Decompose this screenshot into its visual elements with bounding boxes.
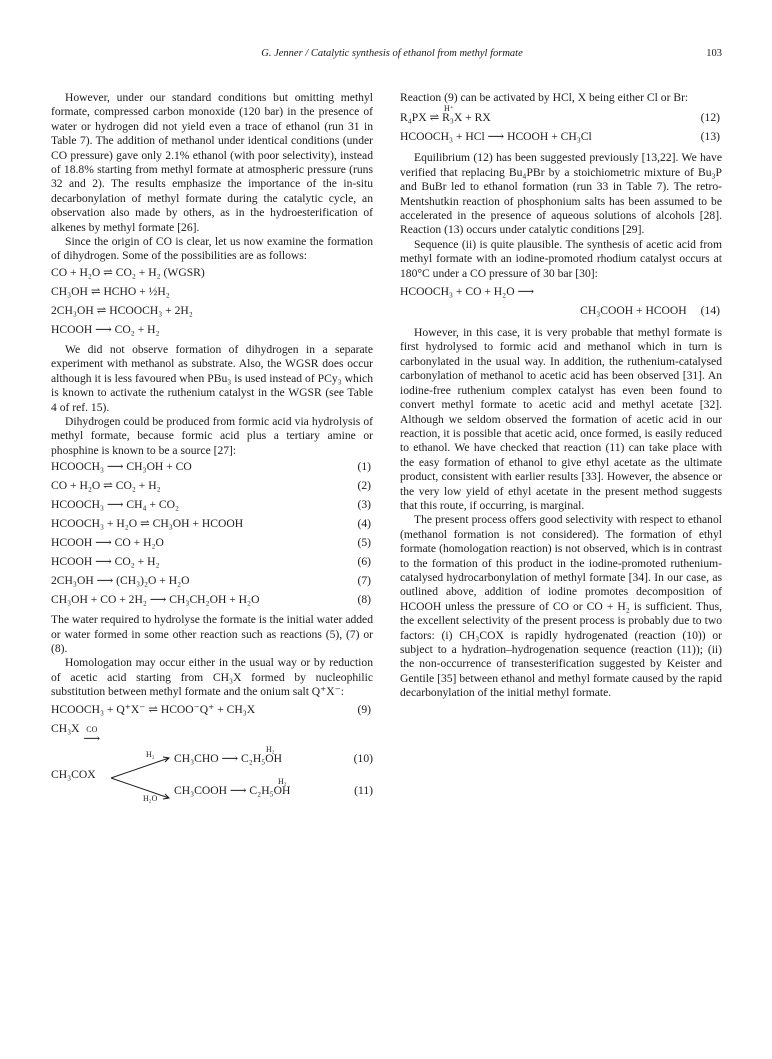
- equation-9b: CH₃X CO ⟶: [51, 721, 101, 745]
- right-column: [400, 91, 722, 701]
- paragraph: Equilibrium (12) has been suggested previously [13,22]. We have verified that replacing Bu₄PBr by a stoichiometric mixture of Bu₃P and BuBr led to ethanol formation (run 33 in Table 7). The retro-Mentshutkin reaction of phosphonium salts has been assumed to be accelerated in the presence of aqueous solutions of alcohols [28]. Reaction (13) occurs under catalytic conditions [29].: [400, 151, 722, 237]
- equation: CH₃OH + CO + 2H₂ ⟶ CH₃CH₂OH + H₂O (8): [51, 593, 371, 607]
- equation: HCOOH ⟶ CO₂ + H₂ (6): [51, 555, 371, 569]
- equation-9: HCOOCH₃ + Q⁺X⁻ ⇌ HCOO⁻Q⁺ + CH₃X (9): [51, 702, 371, 716]
- equation-list: [51, 460, 373, 611]
- branch-lines-icon: [109, 752, 171, 804]
- wgsr-equation-list: [51, 266, 373, 341]
- equation: 2CH₃OH ⟶ (CH₃)₂O + H₂O (7): [51, 574, 371, 588]
- equation: CH₃OH ⇌ HCHO + ½H₂: [51, 284, 170, 298]
- running-header: [52, 48, 732, 66]
- paragraph: The water required to hydrolyse the formate is the initial water added or water formed in some other reaction such as reactions (5), (7) or (8).: [51, 613, 373, 655]
- equation: HCOOCH₃ ⟶ CH₄ + CO₂ (3): [51, 498, 371, 512]
- running-title: G. Jenner / Catalytic synthesis of ethanol from methyl formate: [261, 48, 523, 59]
- equation: HCOOCH₃ ⟶ CH₃OH + CO (1): [51, 460, 371, 474]
- paragraph: The present process offers good selectivity with respect to ethanol (methanol formation is not considered). The formation of ethyl formate (homologation reaction) is not observed, which is in contrast to the formation of this product in the iodine-promoted ruthenium-catalysed hydrocarbonylation of methyl formate [34]. In our case, as outlined above, addition of iodine promotes decomposition of HCOOH unless the pressure of CO or CO + H₂ is sufficient. Thus, the excellent selectivity of the present process is probably due to two factors: (i) CH₃COX is rapidly hydrogenated (reaction (10)) or subject to a hydration–hydrogenation sequence (reaction (11)); (ii) the non-occurrence of transesterification suggested by Keister and Gentile [35] between ethanol and methyl formate caused by the rapid decarbonylation of the initial methyl formate.: [400, 513, 722, 700]
- equation: HCOOCH₃ + H₂O ⇌ CH₃OH + HCOOH (4): [51, 517, 371, 531]
- equation-13: HCOOCH₃ + HCl ⟶ HCOOH + CH₃Cl (13): [400, 130, 720, 144]
- equation-11: CH₃COOH ⟶ C₂H₅OH (11): [174, 783, 373, 797]
- paragraph: Since the origin of CO is clear, let us now examine the formation of dihydrogen. Some of the possibilities are as follows:: [51, 235, 373, 263]
- paragraph: However, under our standard conditions but omitting methyl formate, compressed carbon monoxide (120 bar) in the presence of water or hydrogen did not yield even a trace of ethanol (run 31 in Table 7). The addition of methanol under identical conditions (under CO pressure) gave only 2.1% ethanol (with poor selectivity), instead of 18.8% starting from methyl formate at atmospheric pressure (runs 32 and 2). The results emphasize the importance of the in-situ decarbonylation of methyl formate during the catalytic cycle, an observation also made by others, as in the hydroesterification of alkenes by methyl formate [26].: [51, 91, 373, 234]
- equation-10: CH₃CHO ⟶ C₂H₅OH (10): [174, 751, 373, 765]
- branching-scheme: CH₃COX H₂ H₂O CH₃CHO ⟶ C₂H₅OH (10) CH₃COOH ⟶ C₂H₅OH (11) H₂ H₂: [51, 744, 373, 803]
- paragraph: Reaction (9) can be activated by HCl, X being either Cl or Br:: [400, 91, 689, 104]
- arrow-icon: ⟶: [83, 731, 101, 745]
- equation-14-line2: CH₃COOH + HCOOH (14): [580, 304, 720, 318]
- paragraph: We did not observe formation of dihydrogen in a separate experiment with methanol as substrate. Also, the WGSR does occur although it is less favoured when PBu₃ is used instead of PCy₃ which is known to activate the ruthenium catalyst in the WGSR (see Table 4 of ref. 15).: [51, 342, 373, 414]
- paragraph: Sequence (ii) is quite plausible. The synthesis of acetic acid from methyl formate with an iodine-promoted rhodium catalyst occurs at 180°C under a CO pressure of 30 bar [30]:: [400, 237, 722, 280]
- equation-14-line1: HCOOCH₃ + CO + H₂O ⟶: [400, 285, 535, 299]
- page-number: 103: [706, 48, 722, 59]
- equation: CO + H₂O ⇌ CO₂ + H₂ (WGSR): [51, 265, 205, 279]
- equation-12: R₄PX ⇌ R₃X + RX H⁺ (12): [400, 104, 720, 125]
- left-column: [51, 91, 373, 810]
- equation: HCOOH ⟶ CO + H₂O (5): [51, 536, 371, 550]
- equation: CO + H₂O ⇌ CO₂ + H₂ (2): [51, 479, 371, 493]
- arrow-label: H₂: [278, 776, 287, 786]
- paragraph: Homologation may occur either in the usual way or by reduction of acetic acid starting from CH₃X formed by nucleophilic substitution between methyl formate and the onium salt Q⁺X⁻:: [51, 656, 373, 699]
- arrow-label: H₂: [266, 744, 275, 754]
- paragraph: Dihydrogen could be produced from formic acid via hydrolysis of methyl formate, because formic acid plus a tertiary amine or phosphine is known to be a source [27]:: [51, 414, 373, 457]
- equation: 2CH₃OH ⇌ HCOOCH₃ + 2H₂: [51, 303, 193, 317]
- paragraph: However, in this case, it is very probable that methyl formate is first hydrolysed to formic acid and methanol which in turn is carbonylated in the usual way. In addition, the ruthenium-catalysed carbonylation of methanol to acetic acid has been observed [31]. An iodine-free ruthenium complex catalyst has even been found to convert methyl formate to acetic acid and methyl acetate [32]. Although we seldom observed the formation of acetic acid in our reaction, it is possible that acetic acid, once formed, is easily reduced to ethanol. We have checked that reaction (11) can take place with the easy formation of ethanol to give ethyl acetate as the ultimate product, consistent with earlier results [33]. However, the absence or the very low yield of ethyl acetate in the present method suggests that this route, if occurring, is marginal.: [400, 326, 722, 512]
- equation: HCOOH ⟶ CO₂ + H₂: [51, 322, 160, 336]
